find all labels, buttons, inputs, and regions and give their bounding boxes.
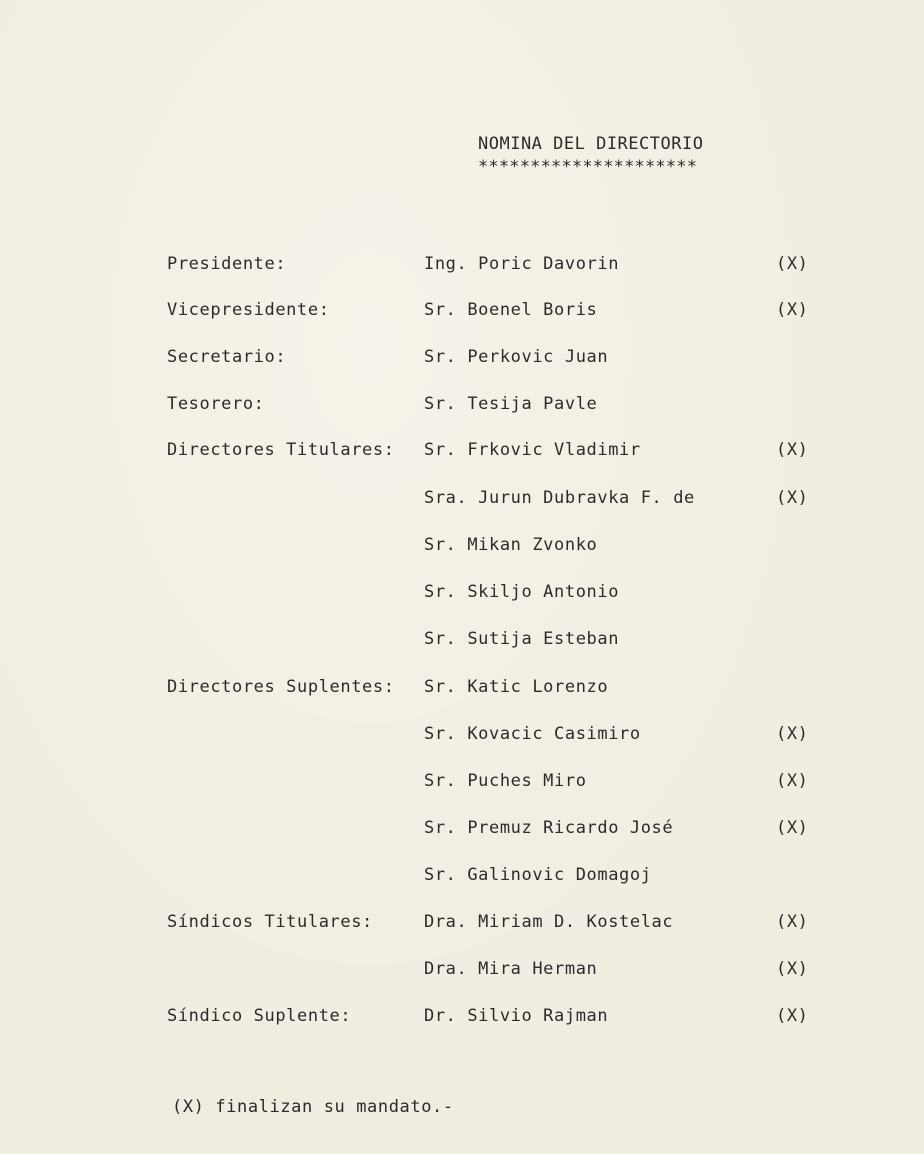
- directory-row: [0, 959, 924, 983]
- member-name: Ing. Poric Davorin: [424, 254, 620, 274]
- role-label: Directores Titulares:: [167, 440, 395, 460]
- directory-row: [0, 394, 924, 418]
- directory-row: [0, 300, 924, 324]
- directory-row: [0, 724, 924, 748]
- directory-row: [0, 488, 924, 512]
- directory-row: [0, 535, 924, 559]
- role-label: Síndicos Titulares:: [167, 912, 373, 932]
- directory-row: [0, 677, 924, 701]
- mandate-mark: (X): [776, 724, 809, 744]
- directory-row: [0, 1006, 924, 1030]
- member-name: Sra. Jurun Dubravka F. de: [424, 488, 695, 508]
- member-name: Sr. Katic Lorenzo: [424, 677, 609, 697]
- mandate-mark: (X): [776, 818, 809, 838]
- role-label: Síndico Suplente:: [167, 1006, 352, 1026]
- footnote: (X) finalizan su mandato.-: [172, 1097, 454, 1117]
- member-name: Sr. Perkovic Juan: [424, 347, 609, 367]
- directory-row: [0, 440, 924, 464]
- mandate-mark: (X): [776, 440, 809, 460]
- directory-row: [0, 912, 924, 936]
- mandate-mark: (X): [776, 771, 809, 791]
- member-name: Sr. Tesija Pavle: [424, 394, 598, 414]
- role-label: Tesorero:: [167, 394, 265, 414]
- directory-row: [0, 865, 924, 889]
- mandate-mark: (X): [776, 254, 809, 274]
- member-name: Sr. Kovacic Casimiro: [424, 724, 641, 744]
- document-title: NOMINA DEL DIRECTORIO: [478, 134, 704, 154]
- mandate-mark: (X): [776, 300, 809, 320]
- mandate-mark: (X): [776, 1006, 809, 1026]
- title-underline: *********************: [478, 157, 698, 177]
- show-through-background: [150, 25, 890, 1105]
- mandate-mark: (X): [776, 912, 809, 932]
- member-name: Dra. Miriam D. Kostelac: [424, 912, 674, 932]
- directory-row: [0, 582, 924, 606]
- directory-row: [0, 771, 924, 795]
- member-name: Dr. Silvio Rajman: [424, 1006, 609, 1026]
- mandate-mark: (X): [776, 488, 809, 508]
- role-label: Directores Suplentes:: [167, 677, 395, 697]
- directory-row: [0, 254, 924, 278]
- role-label: Vicepresidente:: [167, 300, 330, 320]
- directory-row: [0, 629, 924, 653]
- directory-row: [0, 818, 924, 842]
- member-name: Sr. Frkovic Vladimir: [424, 440, 641, 460]
- mandate-mark: (X): [776, 959, 809, 979]
- member-name: Sr. Boenel Boris: [424, 300, 598, 320]
- member-name: Sr. Galinovic Domagoj: [424, 865, 652, 885]
- directory-row: [0, 347, 924, 371]
- role-label: Secretario:: [167, 347, 287, 367]
- member-name: Sr. Sutija Esteban: [424, 629, 620, 649]
- member-name: Dra. Mira Herman: [424, 959, 598, 979]
- member-name: Sr. Mikan Zvonko: [424, 535, 598, 555]
- member-name: Sr. Premuz Ricardo José: [424, 818, 674, 838]
- member-name: Sr. Puches Miro: [424, 771, 587, 791]
- role-label: Presidente:: [167, 254, 287, 274]
- member-name: Sr. Skiljo Antonio: [424, 582, 620, 602]
